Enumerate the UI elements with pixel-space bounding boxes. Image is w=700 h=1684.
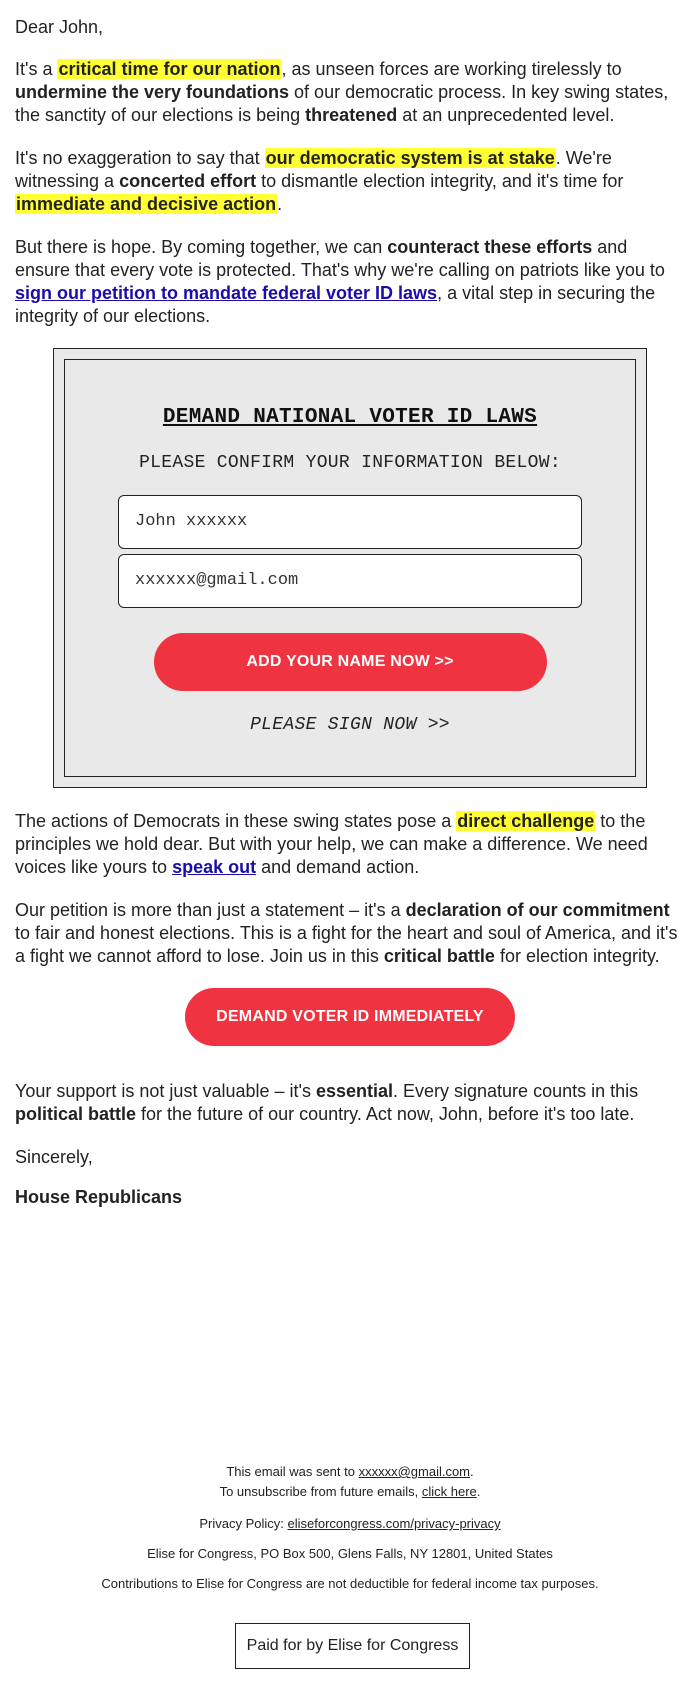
petition-title: DEMAND NATIONAL VOTER ID LAWS bbox=[162, 406, 538, 429]
p1-text-4: at an unprecedented level. bbox=[397, 105, 615, 125]
sign-petition-link[interactable]: sign our petition to mandate federal voter ID laws bbox=[15, 283, 438, 303]
p2-text-4: . bbox=[277, 194, 283, 214]
greeting: Dear John, bbox=[15, 17, 104, 37]
footer-sent-suffix: . bbox=[470, 1464, 474, 1479]
add-your-name-button[interactable]: ADD YOUR NAME NOW >> bbox=[154, 633, 547, 691]
paragraph-3 bbox=[15, 236, 685, 328]
p2-text-1: It's no exaggeration to say that bbox=[15, 148, 265, 168]
footer-unsub-suffix: . bbox=[476, 1484, 481, 1499]
privacy-policy-link[interactable]: eliseforcongress.com/privacy-privacy bbox=[287, 1516, 501, 1531]
p6-text-3: for the future of our country. Act now, John, before it's too late. bbox=[136, 1104, 635, 1124]
p3-text-2: and ensure that every vote is protected. That's why we're calling on patriots like you to bbox=[15, 237, 665, 280]
p5-text-1: Our petition is more than just a statement – it's a bbox=[15, 900, 406, 920]
p2-text-3: to dismantle election integrity, and it's time for bbox=[256, 171, 624, 191]
paragraph-4 bbox=[15, 810, 685, 879]
footer-unsubscribe-line bbox=[0, 1484, 700, 1499]
footer-contributions: Contributions to Elise for Congress are not deductible for federal income tax purposes. bbox=[101, 1576, 599, 1591]
p1-text-1: It's a bbox=[15, 59, 58, 79]
p6-bold-1: essential bbox=[315, 1081, 393, 1101]
p5-text-2: to fair and honest elections. This is a fight for the heart and soul of America, and it's a fight we cannot afford to lose. Join us in this bbox=[15, 923, 678, 966]
p6-text-1: Your support is not just valuable – it's bbox=[15, 1081, 316, 1101]
p2-text-2: . We're witnessing a bbox=[15, 148, 612, 191]
name-field[interactable]: John xxxxxx bbox=[118, 495, 582, 549]
petition-box bbox=[53, 348, 647, 788]
closing: Sincerely, bbox=[15, 1147, 93, 1167]
paragraph-6 bbox=[15, 1080, 685, 1126]
p6-bold-2: political battle bbox=[15, 1104, 137, 1124]
p5-bold-2: critical battle bbox=[383, 946, 495, 966]
p3-bold-1: counteract these efforts bbox=[387, 237, 593, 257]
paragraph-2 bbox=[15, 147, 685, 216]
p5-text-3: for election integrity. bbox=[494, 946, 660, 966]
p2-highlight-2: immediate and decisive action bbox=[16, 194, 277, 214]
footer-unsub-prefix: To unsubscribe from future emails, bbox=[219, 1484, 422, 1499]
p1-bold-1: undermine the very foundations bbox=[15, 82, 290, 102]
paid-for-box: Paid for by Elise for Congress bbox=[235, 1623, 470, 1669]
p2-highlight-1: our democratic system is at stake bbox=[265, 148, 555, 168]
p3-text-1: But there is hope. By coming together, we can bbox=[15, 237, 388, 257]
footer-address: Elise for Congress, PO Box 500, Glens Falls, NY 12801, United States bbox=[147, 1546, 553, 1561]
p1-highlight-1: critical time for our nation bbox=[58, 59, 281, 79]
p4-text-2: to the principles we hold dear. But with your help, we can make a difference. We need voices like yours to bbox=[15, 811, 648, 877]
paragraph-5 bbox=[15, 899, 685, 968]
paragraph-1 bbox=[15, 58, 685, 127]
p4-text-1: The actions of Democrats in these swing states pose a bbox=[15, 811, 457, 831]
p3-text-3: , a vital step in securing the integrity of our elections. bbox=[15, 283, 656, 326]
please-sign-now-link[interactable]: PLEASE SIGN NOW >> bbox=[250, 715, 450, 735]
footer-privacy-line bbox=[0, 1516, 700, 1531]
p4-text-3: and demand action. bbox=[256, 857, 420, 877]
p1-text-3: of our democratic process. In key swing states, the sanctity of our elections is being bbox=[15, 82, 669, 125]
petition-subtitle: PLEASE CONFIRM YOUR INFORMATION BELOW: bbox=[139, 453, 561, 473]
p1-bold-2: threatened bbox=[305, 105, 398, 125]
footer-email-link[interactable]: xxxxxx@gmail.com bbox=[358, 1464, 471, 1479]
p2-bold-1: concerted effort bbox=[119, 171, 257, 191]
p1-text-2: , as unseen forces are working tirelessly to bbox=[281, 59, 622, 79]
signature: House Republicans bbox=[15, 1187, 183, 1207]
footer-privacy-prefix: Privacy Policy: bbox=[199, 1516, 288, 1531]
email-field[interactable]: xxxxxx@gmail.com bbox=[118, 554, 582, 608]
footer-sent-prefix: This email was sent to bbox=[226, 1464, 359, 1479]
speak-out-link[interactable]: speak out bbox=[172, 857, 257, 877]
p4-highlight-1: direct challenge bbox=[457, 811, 595, 831]
p5-bold-1: declaration of our commitment bbox=[405, 900, 670, 920]
unsubscribe-link[interactable]: click here bbox=[421, 1484, 477, 1499]
footer-sent-line bbox=[0, 1464, 700, 1479]
p6-text-2: . Every signature counts in this bbox=[393, 1081, 639, 1101]
demand-voter-id-button[interactable]: DEMAND VOTER ID IMMEDIATELY bbox=[185, 988, 515, 1046]
petition-inner-frame bbox=[64, 359, 636, 777]
